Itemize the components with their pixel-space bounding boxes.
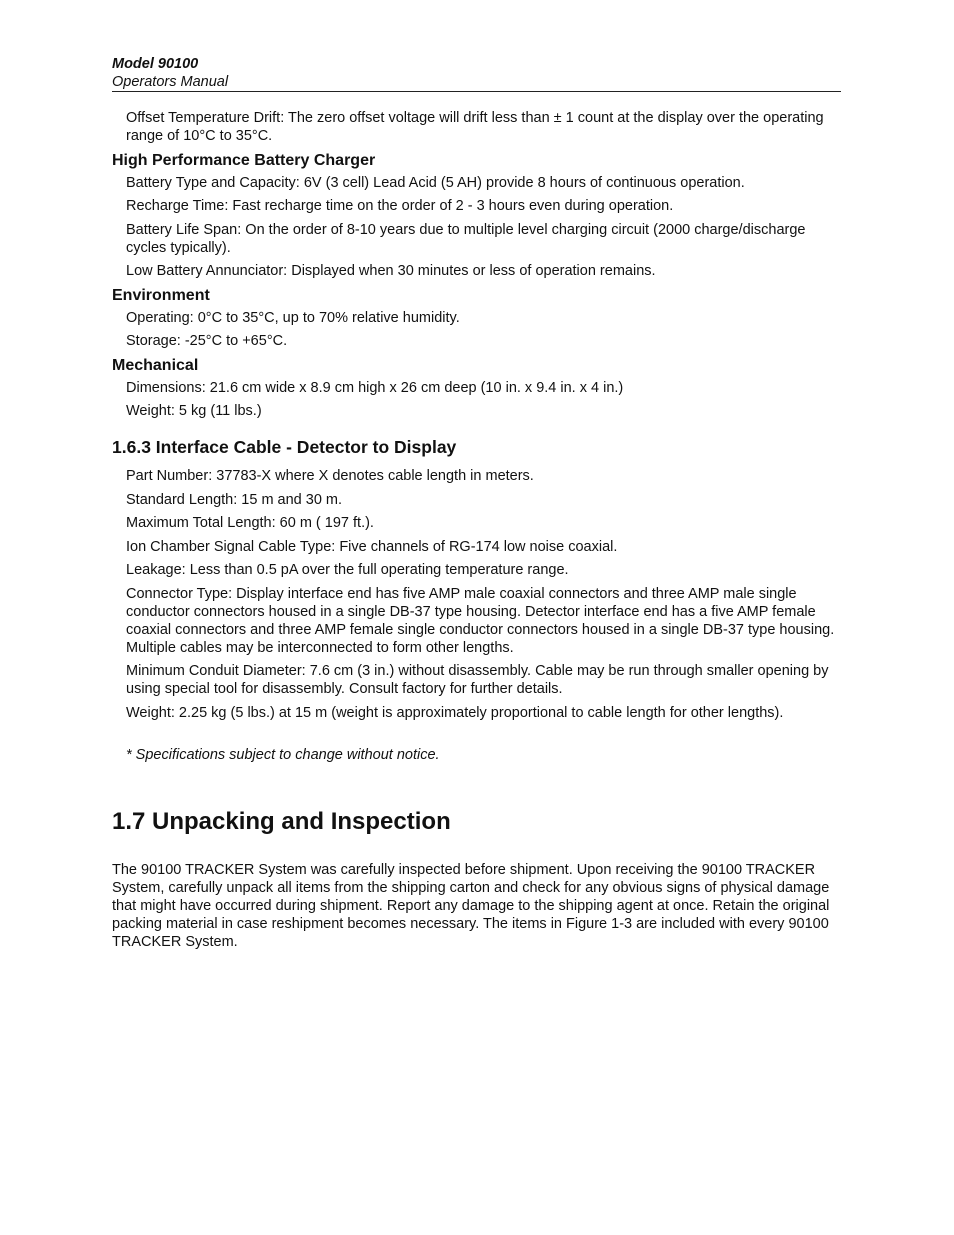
leakage-spec: Leakage: Less than 0.5 pA over the full operating temperature range. bbox=[126, 562, 569, 578]
specifications-note: * Specifications subject to change without notice. bbox=[126, 746, 440, 763]
mechanical-heading: Mechanical bbox=[112, 356, 199, 374]
dimensions-spec: Dimensions: 21.6 cm wide x 8.9 cm high x 26 cm deep (10 in. x 9.4 in. x 4 in.) bbox=[126, 379, 624, 396]
page-header bbox=[112, 55, 842, 92]
connector-type-spec: Connector Type: Display interface end has five AMP male coaxial connectors and three AMP male single conductor connectors housed in a single DB-37 type housing. Detector interface end has a five AMP female coaxial connectors and three AMP female single conductor connectors housed in a single DB-37 type housing. Multiple cables may be interconnected to form other lengths. bbox=[126, 585, 835, 656]
max-length-spec: Maximum Total Length: 60 m ( 197 ft.). bbox=[126, 515, 374, 531]
part-number-spec: Part Number: 37783-X where X denotes cable length in meters. bbox=[126, 468, 534, 484]
unpacking-paragraph: The 90100 TRACKER System was carefully inspected before shipment. Upon receiving the 90100 TRACKER System, carefully unpack all items from the shipping carton and check for any obvious signs of physical damage that might have occurred during shipment. Report any damage to the shipping agent at once. Retain the original packing material in case reshipment becomes necessary. The items in Figure 1-3 are included with every 90100 TRACKER System. bbox=[112, 861, 830, 950]
conduit-diameter-spec: Minimum Conduit Diameter: 7.6 cm (3 in.) without disassembly. Cable may be run through smaller opening by using special tool for disassembly. Consult factory for further details. bbox=[126, 663, 829, 697]
battery-heading: High Performance Battery Charger bbox=[112, 151, 376, 169]
operating-env-spec: Operating: 0°C to 35°C, up to 70% relative humidity. bbox=[126, 309, 460, 326]
cable-heading: 1.6.3 Interface Cable - Detector to Display bbox=[112, 437, 457, 457]
header-rule bbox=[112, 91, 841, 92]
header-model: Model 90100 bbox=[112, 56, 199, 72]
low-battery-spec: Low Battery Annunciator: Displayed when 30 minutes or less of operation remains. bbox=[126, 263, 656, 279]
header-manual: Operators Manual bbox=[112, 74, 229, 90]
recharge-time-spec: Recharge Time: Fast recharge time on the order of 2 - 3 hours even during operation. bbox=[126, 198, 674, 214]
unpacking-heading: 1.7 Unpacking and Inspection bbox=[112, 807, 451, 835]
page-content bbox=[112, 109, 842, 951]
standard-length-spec: Standard Length: 15 m and 30 m. bbox=[126, 491, 343, 508]
storage-env-spec: Storage: -25°C to +65°C. bbox=[126, 333, 288, 349]
battery-life-spec: Battery Life Span: On the order of 8-10 years due to multiple level charging circuit (2000 charge/discharge cycles typically). bbox=[126, 221, 806, 256]
battery-type-spec: Battery Type and Capacity: 6V (3 cell) Lead Acid (5 AH) provide 8 hours of continuous operation. bbox=[126, 174, 745, 191]
weight-spec: Weight: 5 kg (11 lbs.) bbox=[126, 403, 262, 419]
cable-weight-spec: Weight: 2.25 kg (5 lbs.) at 15 m (weight is approximately proportional to cable length for other lengths). bbox=[126, 704, 784, 721]
offset-drift-spec: Offset Temperature Drift: The zero offset voltage will drift less than ± 1 count at the display over the operating range of 10°C to 35°C. bbox=[126, 110, 824, 144]
signal-cable-spec: Ion Chamber Signal Cable Type: Five channels of RG-174 low noise coaxial. bbox=[126, 538, 618, 555]
environment-heading: Environment bbox=[112, 286, 210, 304]
document-page bbox=[112, 55, 842, 951]
